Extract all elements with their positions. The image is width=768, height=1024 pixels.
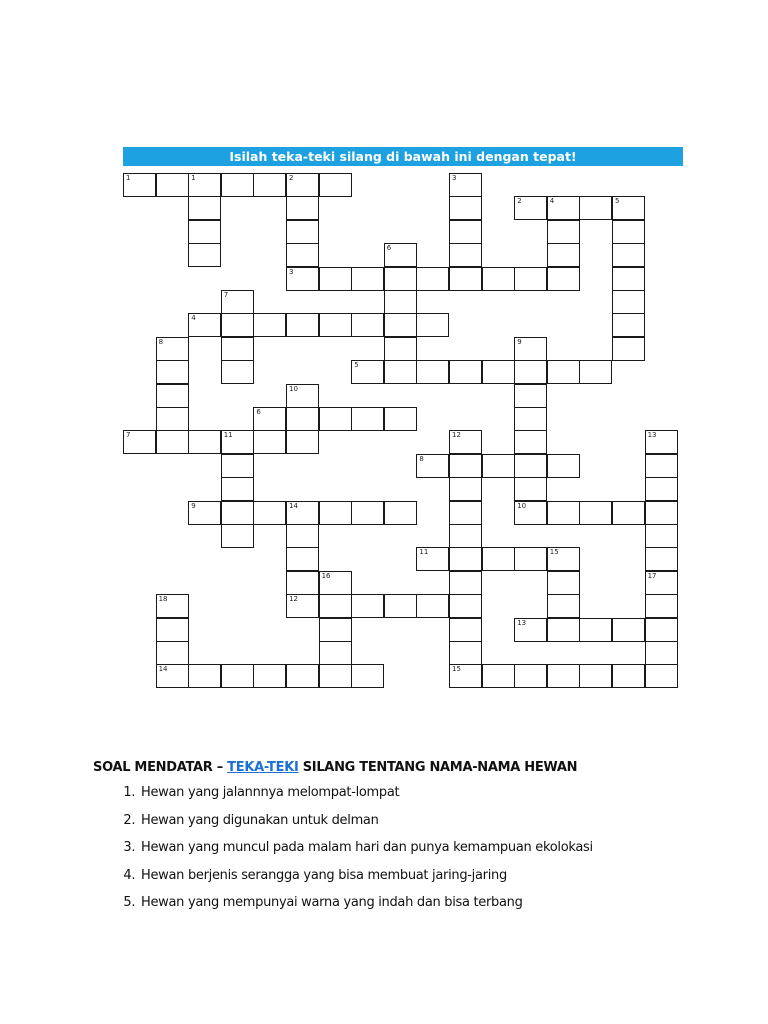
crossword-cell[interactable]: [514, 407, 547, 431]
crossword-cell[interactable]: [286, 173, 319, 197]
crossword-cell[interactable]: [449, 477, 482, 501]
crossword-cell[interactable]: [449, 220, 482, 244]
clue-number: 6: [386, 244, 392, 253]
clue-number: 7: [223, 291, 229, 299]
crossword-cell[interactable]: [188, 501, 221, 525]
crossword-cell[interactable]: [286, 313, 319, 337]
crossword-cell[interactable]: [612, 337, 645, 361]
clue-number: 3: [452, 174, 457, 182]
crossword-cell[interactable]: [449, 594, 482, 618]
crossword-cell[interactable]: [449, 501, 482, 525]
crossword-cell[interactable]: [156, 337, 189, 361]
crossword-cell[interactable]: [449, 196, 482, 220]
clue-number: 15: [452, 665, 461, 674]
crossword-cell[interactable]: [547, 571, 580, 595]
clue-number: 11: [223, 431, 233, 440]
crossword-cell[interactable]: [449, 430, 482, 454]
crossword-cell[interactable]: [416, 313, 449, 337]
clue-number: 12: [452, 431, 461, 440]
crossword-cell[interactable]: [449, 664, 482, 688]
crossword-cell[interactable]: [221, 524, 254, 548]
crossword-cell[interactable]: [612, 290, 645, 314]
clue-item: 1. Hewan yang jalannnya melompat-lompat: [139, 783, 713, 811]
crossword-cell[interactable]: [612, 220, 645, 244]
crossword-cell[interactable]: [449, 547, 482, 571]
instruction-banner: Isilah teka-teki silang di bawah ini dengan tepat!: [123, 147, 683, 166]
crossword-cell[interactable]: [156, 407, 189, 431]
crossword-cell[interactable]: [514, 454, 547, 478]
crossword-cell[interactable]: [612, 243, 645, 267]
crossword-cell[interactable]: [482, 360, 515, 384]
crossword-cell[interactable]: [384, 360, 417, 384]
crossword-cell[interactable]: [188, 430, 221, 454]
clue-number: 4: [549, 197, 555, 206]
crossword-cell[interactable]: [351, 267, 384, 291]
crossword-cell[interactable]: [221, 173, 254, 197]
crossword-cell[interactable]: [286, 196, 319, 220]
crossword-cell[interactable]: [449, 173, 482, 197]
crossword-cell[interactable]: [416, 547, 449, 571]
clue-item: 4. Hewan berjenis serangga yang bisa membuat jaring-jaring: [139, 866, 713, 894]
crossword-cell[interactable]: [286, 430, 319, 454]
crossword-cell[interactable]: [612, 664, 645, 688]
crossword-cell[interactable]: [123, 173, 156, 197]
clue-item: 5. Hewan yang mempunyai warna yang indah dan bisa terbang: [139, 893, 713, 921]
crossword-cell[interactable]: [547, 618, 580, 642]
crossword-cell[interactable]: [449, 571, 482, 595]
crossword-cell[interactable]: [156, 618, 189, 642]
clue-number: 9: [517, 337, 522, 346]
crossword-cell[interactable]: [286, 664, 319, 688]
crossword-cell[interactable]: [123, 430, 156, 454]
crossword-cell[interactable]: [514, 618, 547, 642]
crossword-cell[interactable]: [514, 384, 547, 408]
crossword-cell[interactable]: [221, 313, 254, 337]
clue-item: 3. Hewan yang muncul pada malam hari dan punya kemampuan ekolokasi: [139, 838, 713, 866]
crossword-cell[interactable]: [514, 337, 547, 361]
crossword-cell[interactable]: [319, 407, 352, 431]
crossword-cell[interactable]: [482, 267, 515, 291]
crossword-cell[interactable]: [286, 384, 319, 408]
crossword-cell[interactable]: [351, 313, 384, 337]
crossword-cell[interactable]: [286, 220, 319, 244]
crossword-cell[interactable]: [645, 501, 678, 525]
crossword-cell[interactable]: [221, 501, 254, 525]
crossword-cell[interactable]: [645, 524, 678, 548]
crossword-cell[interactable]: [612, 501, 645, 525]
crossword-cell[interactable]: [645, 477, 678, 501]
crossword-cell[interactable]: [514, 547, 547, 571]
clue-number: 11: [419, 548, 429, 557]
crossword-cell[interactable]: [319, 664, 352, 688]
crossword-cell[interactable]: [384, 594, 417, 618]
crossword-cell[interactable]: [547, 454, 580, 478]
crossword-cell[interactable]: [449, 243, 482, 267]
crossword-cell[interactable]: [547, 267, 580, 291]
crossword-cell[interactable]: [188, 220, 221, 244]
clue-number: 8: [158, 337, 164, 346]
clue-number: 10: [517, 501, 527, 510]
crossword-cell[interactable]: [253, 407, 286, 431]
crossword-cell[interactable]: [449, 641, 482, 665]
crossword-cell[interactable]: [286, 243, 319, 267]
crossword-cell[interactable]: [253, 173, 286, 197]
crossword-cell[interactable]: [221, 360, 254, 384]
crossword-cell[interactable]: [221, 430, 254, 454]
crossword-cell[interactable]: [319, 594, 352, 618]
crossword-cell[interactable]: [156, 664, 189, 688]
teka-teki-link[interactable]: TEKA-TEKI: [227, 760, 299, 775]
crossword-cell[interactable]: [156, 360, 189, 384]
crossword-cell[interactable]: [351, 664, 384, 688]
questions-title: [93, 760, 713, 775]
crossword-cell[interactable]: [319, 501, 352, 525]
crossword-cell[interactable]: [319, 571, 352, 595]
crossword-cell[interactable]: [319, 641, 352, 665]
crossword-cell[interactable]: [156, 641, 189, 665]
crossword-cell[interactable]: [645, 547, 678, 571]
clue-number: 2: [289, 174, 294, 182]
crossword-cell[interactable]: [645, 641, 678, 665]
crossword-cell[interactable]: [188, 313, 221, 337]
clue-item: 2. Hewan yang digunakan untuk delman: [139, 811, 713, 839]
crossword-cell[interactable]: [579, 618, 612, 642]
crossword-cell[interactable]: [319, 267, 352, 291]
questions-section: [93, 760, 713, 921]
crossword-cell[interactable]: [384, 313, 417, 337]
clue-number: 12: [289, 595, 298, 604]
crossword-cell[interactable]: [579, 360, 612, 384]
crossword-cell[interactable]: [547, 220, 580, 244]
crossword-cell[interactable]: [156, 173, 189, 197]
crossword-cell[interactable]: [416, 594, 449, 618]
crossword-cell[interactable]: [253, 501, 286, 525]
clue-number: 3: [289, 267, 294, 276]
crossword-cell[interactable]: [416, 267, 449, 291]
crossword-cell[interactable]: [645, 594, 678, 618]
crossword-cell[interactable]: [514, 267, 547, 291]
crossword-cell[interactable]: [547, 196, 580, 220]
crossword-cell[interactable]: [384, 243, 417, 267]
crossword-cell[interactable]: [514, 501, 547, 525]
clue-list: [93, 783, 713, 921]
clue-number: 17: [647, 571, 657, 580]
crossword-cell[interactable]: [547, 360, 580, 384]
crossword-cell[interactable]: [547, 501, 580, 525]
crossword-cell[interactable]: [547, 594, 580, 618]
clue-number: 1: [191, 174, 196, 182]
clue-number: 6: [256, 408, 261, 416]
crossword-cell[interactable]: [514, 196, 547, 220]
crossword-cell[interactable]: [253, 313, 286, 337]
crossword-cell[interactable]: [416, 454, 449, 478]
crossword-cell[interactable]: [482, 664, 515, 688]
crossword-cell[interactable]: [645, 618, 678, 642]
clue-number: 2: [517, 197, 522, 206]
crossword-cell[interactable]: [449, 360, 482, 384]
crossword-cell[interactable]: [612, 196, 645, 220]
crossword-cell[interactable]: [351, 501, 384, 525]
crossword-cell[interactable]: [156, 430, 189, 454]
crossword-cell[interactable]: [286, 267, 319, 291]
crossword-cell[interactable]: [286, 407, 319, 431]
clue-number: 16: [321, 571, 331, 580]
crossword-cell[interactable]: [645, 664, 678, 688]
crossword-cell[interactable]: [286, 594, 319, 618]
crossword-cell[interactable]: [384, 290, 417, 314]
crossword-cell[interactable]: [547, 547, 580, 571]
clue-number: 8: [419, 454, 424, 463]
crossword-cell[interactable]: [221, 454, 254, 478]
title-prefix: SOAL MENDATAR –: [93, 760, 228, 775]
crossword-cell[interactable]: [645, 571, 678, 595]
crossword-cell[interactable]: [482, 547, 515, 571]
crossword-cell[interactable]: [221, 664, 254, 688]
crossword-cell[interactable]: [188, 664, 221, 688]
clue-number: 4: [191, 314, 196, 323]
clue-number: 13: [647, 431, 657, 440]
clue-number: 14: [158, 665, 168, 674]
crossword-cell[interactable]: [449, 454, 482, 478]
crossword-cell[interactable]: [188, 173, 221, 197]
crossword-cell[interactable]: [384, 501, 417, 525]
crossword-cell[interactable]: [579, 664, 612, 688]
clue-number: 13: [517, 618, 527, 627]
crossword-cell[interactable]: [579, 501, 612, 525]
title-suffix: SILANG TENTANG NAMA-NAMA HEWAN: [298, 760, 578, 775]
clue-number: 5: [615, 197, 620, 206]
clue-number: 10: [289, 384, 298, 393]
crossword-cell[interactable]: [221, 290, 254, 314]
crossword-cell[interactable]: [612, 313, 645, 337]
crossword-cell[interactable]: [384, 337, 417, 361]
clue-number: 18: [158, 595, 168, 604]
crossword-cell[interactable]: [188, 196, 221, 220]
crossword-cell[interactable]: [351, 407, 384, 431]
crossword-cell[interactable]: [416, 360, 449, 384]
crossword-cell[interactable]: [612, 267, 645, 291]
crossword-cell[interactable]: [514, 477, 547, 501]
clue-number: 14: [289, 501, 298, 510]
clue-number: 5: [354, 361, 359, 370]
crossword-cell[interactable]: [514, 664, 547, 688]
crossword-cell[interactable]: [482, 454, 515, 478]
crossword-cell[interactable]: [449, 267, 482, 291]
crossword-cell[interactable]: [319, 313, 352, 337]
crossword-cell[interactable]: [156, 384, 189, 408]
crossword-cell[interactable]: [351, 594, 384, 618]
crossword-cell[interactable]: [547, 664, 580, 688]
crossword-cell[interactable]: [645, 430, 678, 454]
crossword-cell[interactable]: [286, 571, 319, 595]
crossword-cell[interactable]: [319, 618, 352, 642]
crossword-cell[interactable]: [351, 360, 384, 384]
crossword-cell[interactable]: [449, 524, 482, 548]
crossword-cell[interactable]: [384, 267, 417, 291]
crossword-cell[interactable]: [579, 196, 612, 220]
crossword-cell[interactable]: [221, 337, 254, 361]
crossword-cell[interactable]: [384, 407, 417, 431]
crossword-cell[interactable]: [514, 430, 547, 454]
clue-number: 7: [126, 431, 131, 440]
crossword-cell[interactable]: [547, 243, 580, 267]
crossword-cell[interactable]: [286, 524, 319, 548]
clue-number: 9: [191, 501, 196, 510]
crossword-cell[interactable]: [514, 360, 547, 384]
clue-number: 1: [126, 174, 131, 182]
crossword-cell[interactable]: [253, 430, 286, 454]
clue-number: 15: [549, 548, 559, 557]
crossword-cell[interactable]: [253, 664, 286, 688]
crossword-cell[interactable]: [221, 477, 254, 501]
crossword-cell[interactable]: [319, 173, 352, 197]
crossword-cell[interactable]: [645, 454, 678, 478]
crossword-cell[interactable]: [449, 618, 482, 642]
crossword-cell[interactable]: [286, 547, 319, 571]
crossword-cell[interactable]: [188, 243, 221, 267]
crossword-cell[interactable]: [612, 618, 645, 642]
crossword-cell[interactable]: [156, 594, 189, 618]
crossword-cell[interactable]: [286, 501, 319, 525]
